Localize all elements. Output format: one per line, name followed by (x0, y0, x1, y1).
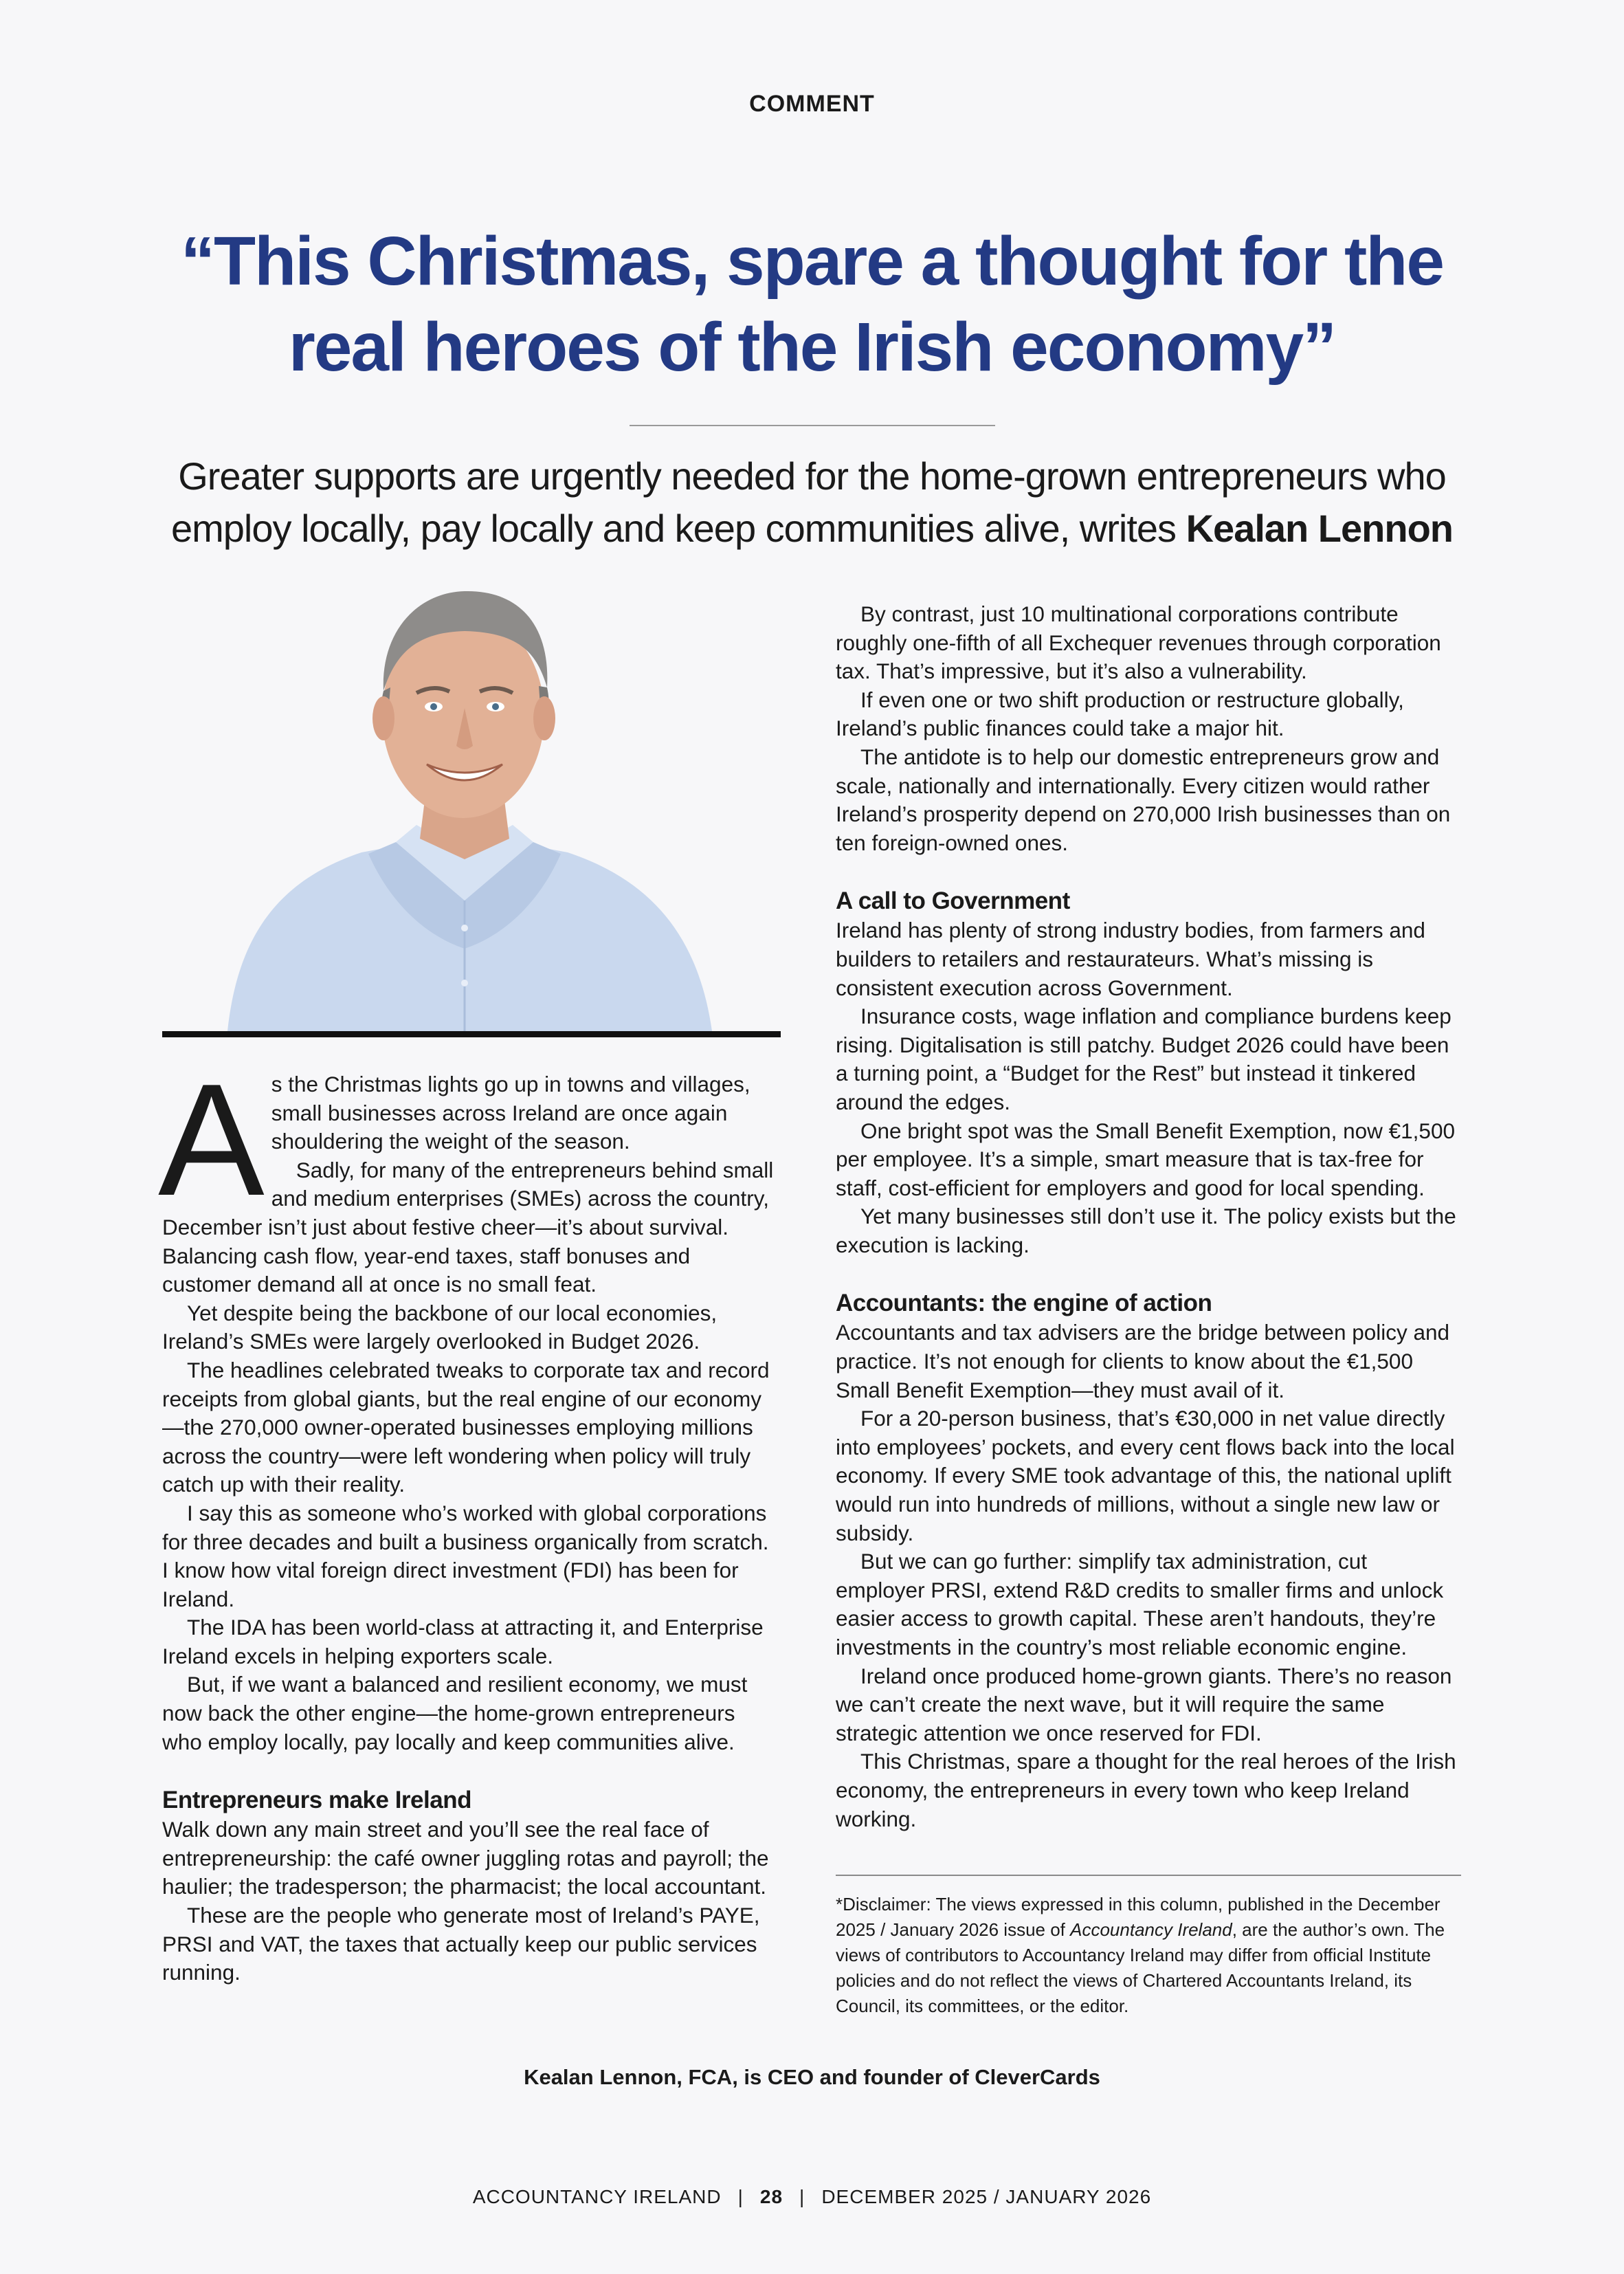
body-paragraph: Yet many businesses still don’t use it. The policy exists but the execution is lacking. (836, 1204, 1456, 1257)
right-column (836, 600, 1461, 1833)
photo-divider (162, 1031, 781, 1037)
page-number: 28 (759, 2186, 783, 2207)
opening-text: s the Christmas lights go up in towns and villages, small businesses across Ireland are once again shouldering the weight of the season. (271, 1072, 750, 1154)
standfirst-author: Kealan Lennon (1186, 507, 1453, 550)
author-photo (162, 577, 781, 1031)
disclaimer (836, 1892, 1461, 2019)
subheading: Accountants: the engine of action (836, 1290, 1212, 1317)
footer-publication: ACCOUNTANCY IRELAND (472, 2186, 722, 2207)
headline-divider (630, 425, 995, 426)
body-paragraph: Sadly, for many of the entrepreneurs behind small and medium enterprises (SMEs) across the country, December isn’t just about festive cheer—it’s about survival. Balancing cash flow, year-end taxes, staff bonuses and customer demand all at once is no small feat. (162, 1157, 774, 1297)
body-paragraph: Ireland once produced home-grown giants. There’s no reason we can’t create the next wave, but it will require the same strategic attention we once reserved for FDI. (836, 1663, 1452, 1745)
body-paragraph: I say this as someone who’s worked with global corporations for three decades and built a business organically from scratch. I know how vital foreign direct investment (FDI) has been for Ireland. (162, 1500, 769, 1611)
subheading: A call to Government (836, 887, 1070, 915)
body-paragraph: Yet despite being the backbone of our local economies, Ireland’s SMEs were largely overlooked in Budget 2026. (162, 1300, 718, 1354)
body-paragraph: One bright spot was the Small Benefit Exemption, now €1,500 per employee. It’s a simple, smart measure that is tax-free for staff, cost-efficient for employers and good for local spending. (836, 1118, 1455, 1200)
body-paragraph: The headlines celebrated tweaks to corporate tax and record receipts from global giants, but the real engine of our economy—the 270,000 owner-operated businesses employing millions across the country—were left wondering when policy will truly catch up with their reality. (162, 1357, 770, 1497)
footer-issue: DECEMBER 2025 / JANUARY 2026 (821, 2186, 1152, 2207)
body-paragraph: But we can go further: simplify tax administration, cut employer PRSI, extend R&D credits to smaller firms and unlock easier access to growth capital. These aren’t handouts, they’re investments in the country’s most reliable economic engine. (836, 1549, 1444, 1659)
page-footer (0, 2186, 1624, 2208)
article-headline: “This Christmas, spare a thought for the real heroes of the Irish economy” (181, 223, 1443, 386)
body-paragraph: By contrast, just 10 multinational corporations contribute roughly one-fifth of all Exchequer revenues through corporation tax. That’s impressive, but it’s also a vulnerability. (836, 601, 1441, 684)
disclaimer-text: *Disclaimer: The views expressed in this column, published in the December 2025 / January 2026 issue of (836, 1894, 1441, 1940)
body-paragraph: But, if we want a balanced and resilient economy, we must now back the other engine—the home-grown entrepreneurs who employ locally, pay locally and keep communities alive. (162, 1672, 748, 1754)
disclaimer-divider (836, 1875, 1461, 1876)
subheading: Entrepreneurs make Ireland (162, 1787, 471, 1814)
disclaimer-text: , are the author’s own. The views of contributors to Accountancy Ireland may differ from official Institute policies and do not reflect the views of Chartered Accountants Ireland, its Council, its committees, or the editor. (836, 1919, 1445, 2016)
body-paragraph: For a 20-person business, that’s €30,000 in net value directly into employees’ pockets, and every cent flows back into the local economy. If every SME took advantage of this, the national uplift would run into hundreds of millions, without a single new law or subsidy. (836, 1406, 1455, 1545)
body-paragraph: Insurance costs, wage inflation and compliance burdens keep rising. Digitalisation is still patchy. Budget 2026 could have been a turning point, a “Budget for the Rest” but instead it tinkered around the edges. (836, 1004, 1451, 1114)
body-paragraph: Accountants and tax advisers are the bridge between policy and practice. It’s not enough for clients to know about the €1,500 Small Benefit Exemption—they must avail of it. (836, 1320, 1450, 1402)
drop-cap: A (158, 1051, 265, 1229)
left-column (158, 1051, 774, 1987)
author-byline: Kealan Lennon, FCA, is CEO and founder of CleverCards (524, 2065, 1100, 2089)
body-paragraph: Ireland has plenty of strong industry bodies, from farmers and builders to retailers and restaurateurs. What’s missing is consistent execution across Government. (836, 918, 1425, 1000)
publication-name: Accountancy Ireland (1070, 1919, 1232, 1940)
body-paragraph: Walk down any main street and you’ll see the real face of entrepreneurship: the café owner juggling rotas and payroll; the haulier; the tradesperson; the pharmacist; the local accountant. (162, 1817, 769, 1899)
body-paragraph: These are the people who generate most of Ireland’s PAYE, PRSI and VAT, the taxes that actually keep our public services running. (162, 1903, 760, 1985)
body-paragraph: If even one or two shift production or restructure globally, Ireland’s public finances could take a major hit. (836, 687, 1404, 741)
standfirst-text: Greater supports are urgently needed for the home-grown entrepreneurs who employ locally, pay locally and keep communities alive, writes (170, 454, 1446, 550)
body-paragraph: The antidote is to help our domestic entrepreneurs grow and scale, nationally and internationally. Every citizen would rather Ireland’s prosperity depend on 270,000 Irish businesses than on ten foreign-owned ones. (836, 744, 1451, 855)
footer-separator: | (799, 2186, 805, 2207)
standfirst (137, 450, 1487, 555)
body-paragraph: The IDA has been world-class at attracting it, and Enterprise Ireland excels in helping exporters scale. (162, 1615, 764, 1668)
footer-separator: | (737, 2186, 744, 2207)
section-label: COMMENT (749, 91, 875, 117)
body-paragraph: This Christmas, spare a thought for the real heroes of the Irish economy, the entrepreneurs in every town who keep Ireland working. (836, 1749, 1456, 1831)
